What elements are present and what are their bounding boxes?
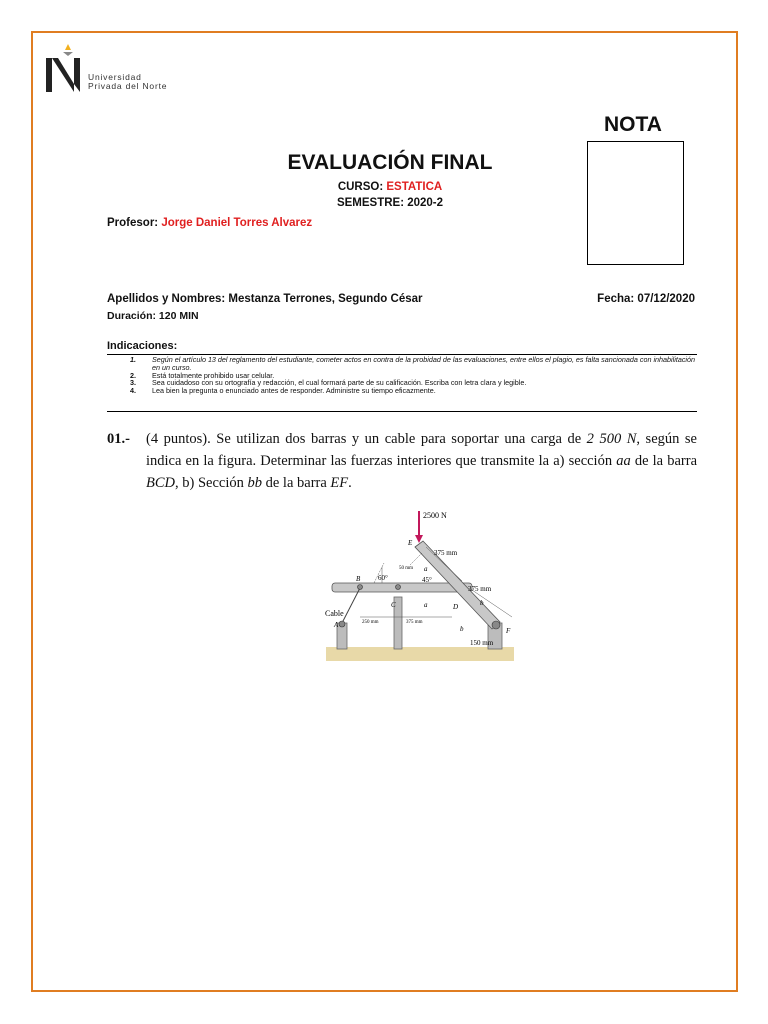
course-label: CURSO: — [337, 181, 384, 193]
pin-b — [358, 585, 363, 590]
university-name — [88, 73, 167, 91]
pin-a — [339, 621, 345, 627]
bar-bcd: BCD — [146, 475, 175, 491]
question-text-part: , b) Sección — [175, 475, 248, 491]
nota-label: NOTA — [604, 113, 662, 136]
question-points: (4 puntos) — [146, 431, 208, 447]
instruction-number: 1. — [130, 355, 136, 364]
fig-load-label: 2500 N — [423, 511, 447, 520]
structure-figure — [322, 505, 522, 665]
fig-dim-375-right: 375 mm — [468, 585, 492, 593]
fig-label-d: D — [453, 603, 459, 611]
instructions-title: Indicaciones: — [107, 340, 178, 352]
question-text-part: . — [348, 475, 352, 491]
fig-label-a-upper: a — [424, 565, 428, 573]
semester-line: SEMESTRE: 2020-2 — [336, 197, 444, 209]
question-text-part: . Se utilizan dos barras y un cable para soportar una carga de — [207, 431, 587, 447]
section-aa: aa — [616, 453, 631, 469]
instruction-number: 4. — [130, 386, 136, 396]
fig-label-b-lower: b — [460, 625, 464, 633]
fig-dim-375-top: 375 mm — [434, 549, 458, 557]
fig-label-b-upper: b — [480, 599, 484, 607]
student-line — [107, 293, 422, 305]
question-text-part: de la barra — [630, 453, 698, 469]
question-text — [146, 428, 697, 494]
fig-label-b: B — [356, 575, 361, 583]
fig-label-e: E — [408, 539, 413, 547]
university-line1: Universidad — [88, 72, 142, 82]
instruction-text: Lea bien la pregunta o enunciado antes de responder. Administre su tiempo eficazmente. — [152, 386, 436, 396]
exam-title: EVALUACIÓN FINAL — [287, 151, 493, 174]
pin-c — [396, 585, 401, 590]
fig-label-c: C — [391, 601, 396, 609]
instructions-list — [107, 356, 697, 395]
fig-angle-45: 45° — [422, 576, 432, 584]
fig-label-f: F — [506, 627, 511, 635]
fig-dim-250: 250 mm — [362, 620, 379, 625]
fig-dim-150: 150 mm — [470, 639, 494, 647]
pin-f — [492, 621, 500, 629]
university-line2: Privada del Norte — [88, 81, 168, 91]
instructions-bottom-rule — [107, 411, 697, 412]
student-name: Mestanza Terrones, Segundo César — [228, 293, 423, 305]
question-1 — [107, 428, 697, 494]
instruction-item — [107, 356, 697, 372]
fig-label-cable: Cable — [325, 609, 344, 618]
angle-line — [410, 553, 422, 565]
fig-label-a-lower: a — [424, 601, 428, 609]
load-value: 2 500 N — [586, 431, 637, 447]
professor-line — [107, 217, 312, 229]
exam-date: Fecha: 07/12/2020 — [597, 293, 695, 305]
question-number: 01.- — [107, 431, 130, 447]
student-label: Apellidos y Nombres: — [107, 293, 226, 305]
question-text-part: , según se indica en la figura. Determinar las fuerzas interiores que transmite la a) sección — [146, 431, 697, 469]
instruction-item — [107, 387, 697, 395]
course-line — [280, 181, 500, 193]
ground — [326, 647, 514, 661]
fig-dim-50: 50 mm — [399, 566, 414, 571]
bar-ef: EF — [330, 475, 349, 491]
exam-duration: Duración: 120 MIN — [107, 310, 199, 322]
fig-label-a: A — [334, 621, 339, 629]
professor-label: Profesor: — [107, 217, 159, 229]
professor-name: Jorge Daniel Torres Alvarez — [161, 217, 313, 229]
question-text-part: de la barra — [261, 475, 331, 491]
nota-grade-box — [587, 141, 684, 265]
instruction-number: 3. — [130, 378, 136, 388]
fig-dim-375-bottom: 375 mm — [406, 620, 423, 625]
instruction-text: Está totalmente prohibido usar celular. — [152, 370, 275, 380]
course-value: ESTATICA — [386, 181, 443, 193]
instruction-number: 2. — [130, 370, 136, 380]
fig-angle-60: 60° — [378, 574, 388, 582]
section-bb: bb — [247, 475, 262, 491]
instruction-text: Según el artículo 13 del reglamento del estudiante, cometer actos en contra de la probidad de las evaluaciones, entre ellos el plagio, es falta sancionada con inhabilitación en un curso. — [152, 355, 696, 372]
cable-line — [342, 588, 360, 623]
instruction-text: Sea cuidadoso con su ortografía y redacción, el cual formará parte de su calificación. Escriba con letra clara y legible. — [152, 378, 527, 388]
